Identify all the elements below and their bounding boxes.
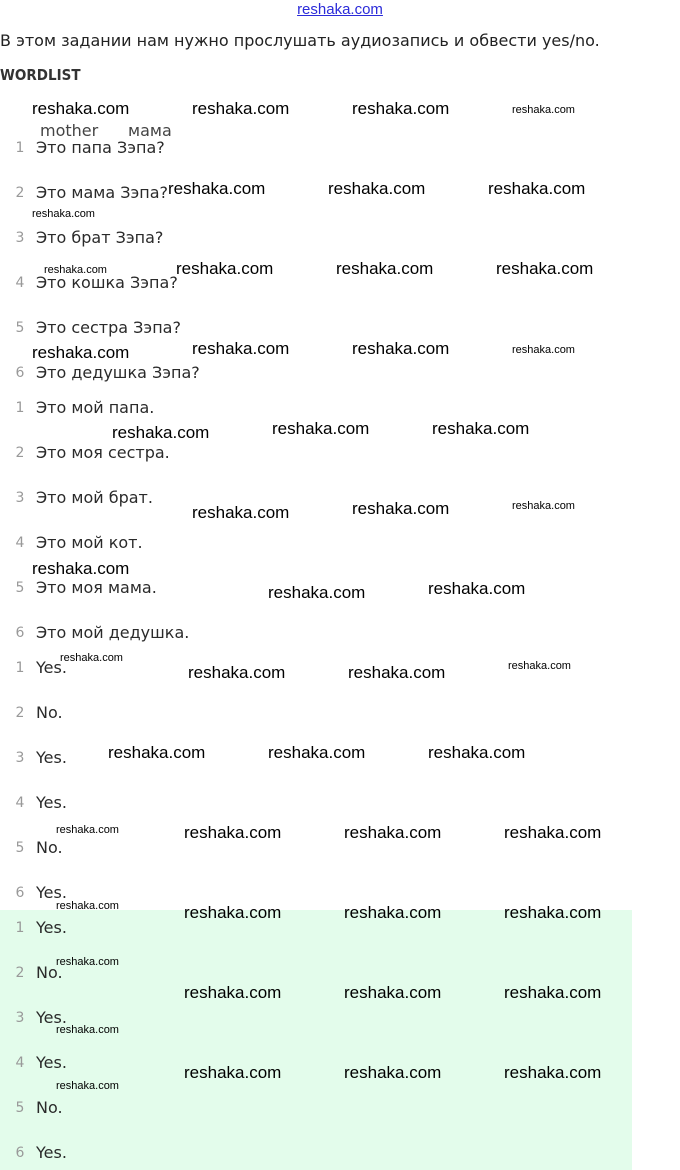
statement-text: Это моя мама. [36,578,157,597]
item-number: 6 [15,1145,25,1161]
answer-text: Yes. [36,793,67,812]
item-number: 3 [15,750,25,766]
statement-text: Это мой кот. [36,533,143,552]
watermark: reshaka.com [192,339,290,358]
question-text: Это мама Зэпа? [36,183,168,202]
question-text: Это дедушка Зэпа? [36,363,200,382]
answer-text: No. [36,838,63,857]
answer-text: Yes. [36,918,67,937]
watermark: reshaka.com [352,99,450,118]
watermark: reshaka.com [352,339,450,358]
item-number: 3 [15,1010,25,1026]
item-number: 2 [15,965,25,981]
item-number: 1 [15,920,25,936]
watermark: reshaka.com [504,823,602,842]
watermark: reshaka.com [496,259,594,278]
item-number: 6 [15,625,25,641]
watermark: reshaka.com [108,743,206,762]
item-number: 1 [15,400,25,416]
watermark: reshaka.com [192,99,290,118]
watermark: reshaka.com [176,259,274,278]
watermark: reshaka.com [32,99,130,118]
watermark: reshaka.com [344,823,442,842]
answer-text: Yes. [36,658,67,677]
watermark: reshaka.com [168,179,266,198]
watermark: reshaka.com [428,579,526,598]
watermark: reshaka.com [344,983,442,1002]
watermark: reshaka.com [432,419,530,438]
watermark: reshaka.com [44,264,107,276]
watermark: reshaka.com [60,652,123,664]
watermark: reshaka.com [352,499,450,518]
answer-text: Yes. [36,1143,67,1162]
item-number: 1 [15,660,25,676]
item-number: 4 [15,795,25,811]
watermark: reshaka.com [188,663,286,682]
watermark: reshaka.com [336,259,434,278]
answer-text: Yes. [36,1053,67,1072]
statement-text: Это мой папа. [36,398,155,417]
question-text: Это брат Зэпа? [36,228,164,247]
watermark: reshaka.com [184,903,282,922]
task-instruction: В этом задании нам нужно прослушать аудиозапись и обвести yes/no. [0,31,600,50]
statement-text: Это моя сестра. [36,443,170,462]
watermark: reshaka.com [328,179,426,198]
watermark: reshaka.com [56,1024,119,1036]
watermark: reshaka.com [504,1063,602,1082]
watermark: reshaka.com [344,1063,442,1082]
item-number: 4 [15,535,25,551]
watermark: reshaka.com [56,1080,119,1092]
question-text: Это кошка Зэпа? [36,273,178,292]
item-number: 5 [15,580,25,596]
item-number: 2 [15,185,25,201]
answer-text: Yes. [36,748,67,767]
item-number: 5 [15,320,25,336]
watermark: reshaka.com [272,419,370,438]
answer-text: Yes. [36,1008,67,1027]
item-number: 5 [15,840,25,856]
watermark: reshaka.com [512,344,575,356]
watermark: reshaka.com [112,423,210,442]
item-number: 2 [15,445,25,461]
wordlist-word-russian: мама [128,121,172,140]
watermark: reshaka.com [184,1063,282,1082]
item-number: 2 [15,705,25,721]
item-number: 5 [15,1100,25,1116]
item-number: 4 [15,1055,25,1071]
watermark: reshaka.com [512,500,575,512]
watermark: reshaka.com [268,743,366,762]
watermark: reshaka.com [348,663,446,682]
watermark: reshaka.com [56,956,119,968]
watermark: reshaka.com [192,503,290,522]
statement-text: Это мой брат. [36,488,153,507]
watermark: reshaka.com [504,983,602,1002]
item-number: 6 [15,365,25,381]
answer-text: No. [36,1098,63,1117]
question-text: Это папа Зэпа? [36,138,165,157]
watermark: reshaka.com [504,903,602,922]
watermark: reshaka.com [56,824,119,836]
watermark: reshaka.com [488,179,586,198]
watermark: reshaka.com [56,900,119,912]
watermark: reshaka.com [508,660,571,672]
watermark: reshaka.com [512,104,575,116]
wordlist-word-english: mother [40,121,99,140]
item-number: 3 [15,230,25,246]
site-link[interactable]: reshaka.com [297,1,383,18]
item-number: 6 [15,885,25,901]
item-number: 3 [15,490,25,506]
answer-text: No. [36,963,63,982]
watermark: reshaka.com [344,903,442,922]
answer-highlight-panel [0,910,632,1170]
item-number: 1 [15,140,25,156]
watermark: reshaka.com [184,823,282,842]
watermark: reshaka.com [32,559,130,578]
item-number: 4 [15,275,25,291]
watermark: reshaka.com [268,583,366,602]
watermark: reshaka.com [32,343,130,362]
watermark: reshaka.com [32,208,95,220]
answer-text: No. [36,703,63,722]
statement-text: Это мой дедушка. [36,623,190,642]
wordlist-heading: WORDLIST [0,66,81,84]
answer-text: Yes. [36,883,67,902]
watermark: reshaka.com [428,743,526,762]
question-text: Это сестра Зэпа? [36,318,181,337]
watermark: reshaka.com [184,983,282,1002]
